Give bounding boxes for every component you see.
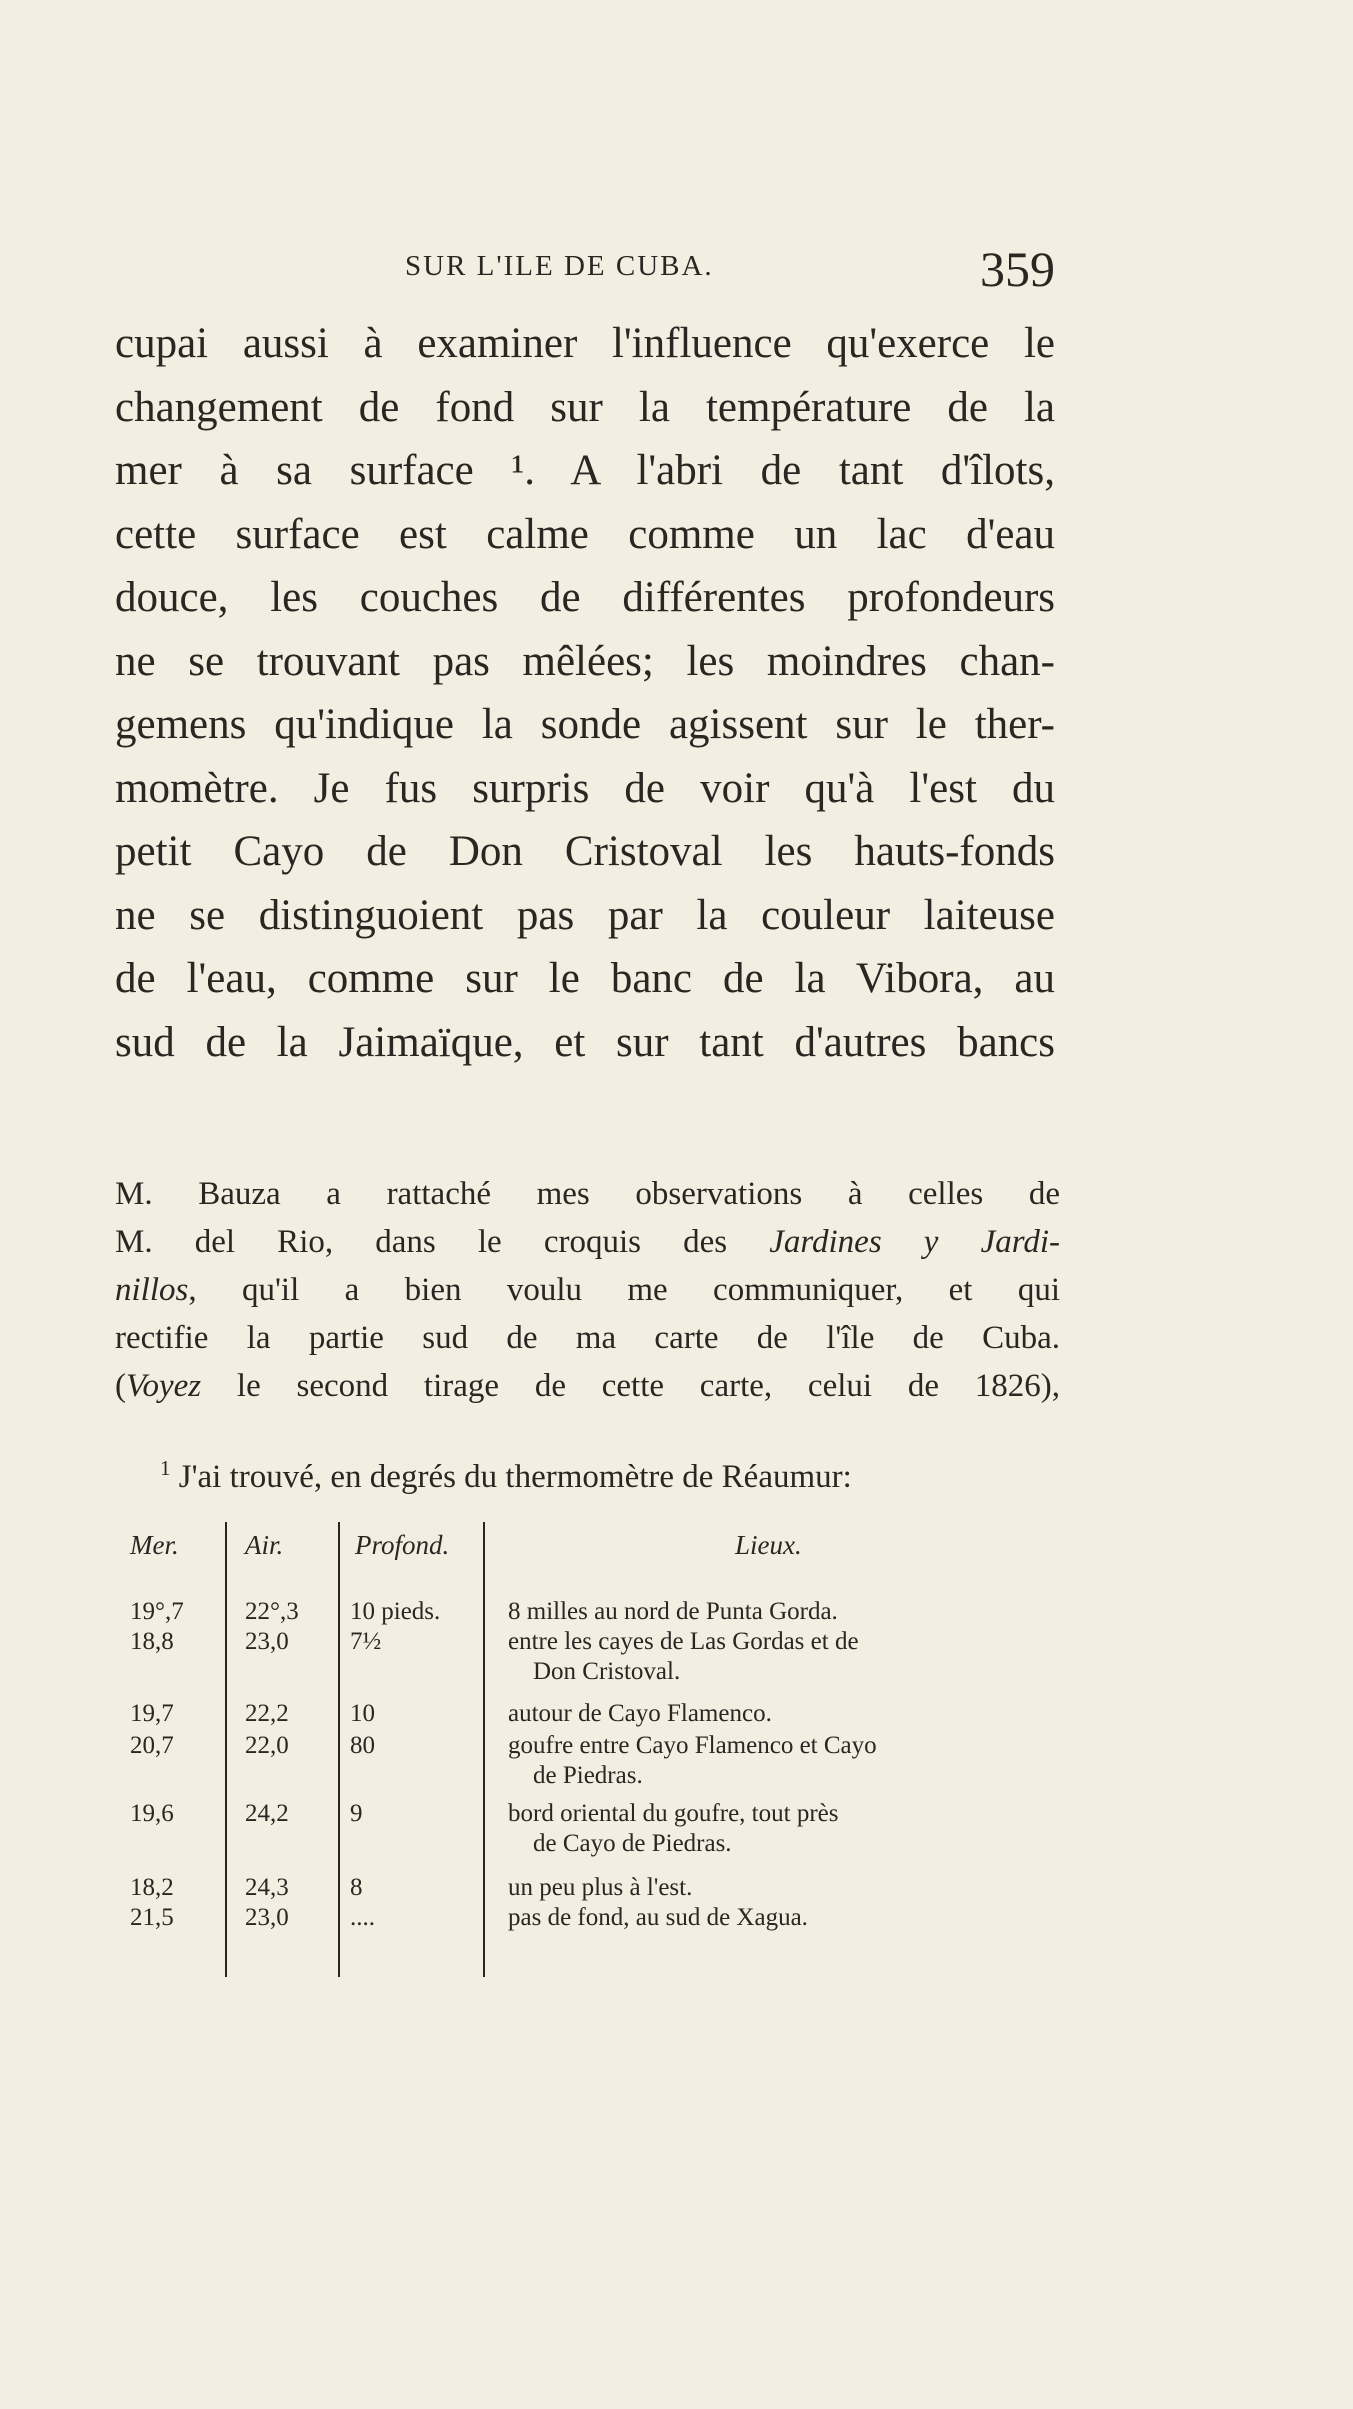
footnote-line: nillos, qu'il a bien voulu me communiquer, et qui (115, 1272, 1060, 1308)
text-line: momètre. Je fus surpris de voir qu'à l'est du (115, 764, 1055, 812)
footnote-continuation (115, 1170, 1060, 1410)
cell-mer: 19°,7 (130, 1598, 184, 1625)
cell-air: 24,2 (245, 1800, 289, 1827)
footnote-intro-text: J'ai trouvé, en degrés du thermomètre de Réaumur: (178, 1459, 852, 1495)
text-line: douce, les couches de différentes profondeurs (115, 574, 1055, 621)
cell-air: 23,0 (245, 1628, 289, 1655)
cell-air: 22,2 (245, 1700, 289, 1727)
cell-lieux: autour de Cayo Flamenco. (508, 1700, 772, 1727)
text-line: mer à sa surface ¹. A l'abri de tant d'îlots, (115, 447, 1055, 494)
table-row (115, 1904, 1065, 1934)
header-profond: Profond. (355, 1530, 450, 1560)
footnote-line: rectifie la partie sud de ma carte de l'île de Cuba. (115, 1320, 1060, 1356)
footnote-intro (160, 1456, 1065, 1496)
cell-mer: 21,5 (130, 1904, 174, 1931)
cell-air: 22°,3 (245, 1598, 299, 1625)
cell-mer: 19,6 (130, 1800, 174, 1827)
text-line: gemens qu'indique la sonde agissent sur le ther- (115, 701, 1055, 748)
cell-air: 24,3 (245, 1874, 289, 1901)
table-row (115, 1874, 1065, 1904)
cell-mer: 18,8 (130, 1628, 174, 1655)
cell-mer: 18,2 (130, 1874, 174, 1901)
footnote-line: M. Bauza a rattaché mes observations à celles de (115, 1176, 1060, 1212)
cell-profond: 7½ (350, 1628, 382, 1655)
cell-lieux-cont: de Piedras. (533, 1762, 643, 1789)
table-row (115, 1628, 1065, 1685)
table-row (115, 1700, 1065, 1730)
main-text (115, 312, 1055, 1074)
table-row (115, 1732, 1065, 1789)
table-row (115, 1598, 1065, 1628)
cell-profond: 80 (350, 1732, 375, 1759)
text-line: sud de la Jaimaïque, et sur tant d'autres bancs (115, 1018, 1055, 1066)
text-line: cette surface est calme comme un lac d'eau (115, 510, 1055, 558)
cell-mer: 20,7 (130, 1732, 174, 1759)
cell-air: 22,0 (245, 1732, 289, 1759)
header-air: Air. (245, 1530, 284, 1560)
table-row (115, 1800, 1065, 1857)
text-line: changement de fond sur la température de la (115, 383, 1055, 431)
cell-mer: 19,7 (130, 1700, 174, 1727)
footnote-line: M. del Rio, dans le croquis des Jardines y Jardi- (115, 1224, 1060, 1260)
cell-lieux: pas de fond, au sud de Xagua. (508, 1904, 808, 1931)
cell-lieux: 8 milles au nord de Punta Gorda. (508, 1598, 838, 1625)
cell-lieux: entre les cayes de Las Gordas et de (508, 1628, 859, 1655)
text-line: petit Cayo de Don Cristoval les hauts-fonds (115, 828, 1055, 875)
cell-lieux-cont: Don Cristoval. (533, 1658, 681, 1685)
text-line: de l'eau, comme sur le banc de la Vibora, au (115, 955, 1055, 1002)
text-line: ne se distinguoient pas par la couleur laiteuse (115, 891, 1055, 939)
cell-lieux-cont: de Cayo de Piedras. (533, 1830, 732, 1857)
cell-profond: .... (350, 1904, 375, 1931)
running-head: SUR L'ILE DE CUBA. (405, 250, 714, 282)
cell-profond: 10 (350, 1700, 375, 1727)
text-line: ne se trouvant pas mêlées; les moindres chan- (115, 637, 1055, 685)
footnote-marker: 1 (160, 1456, 171, 1480)
text-line: cupai aussi à examiner l'influence qu'exerce le (115, 320, 1055, 367)
cell-profond: 9 (350, 1800, 363, 1827)
header-mer: Mer. (130, 1530, 179, 1560)
cell-air: 23,0 (245, 1904, 289, 1931)
cell-lieux: bord oriental du goufre, tout près (508, 1800, 839, 1827)
page-number: 359 (980, 241, 1055, 297)
cell-profond: 10 pieds. (350, 1598, 441, 1625)
temperature-table (115, 1510, 1065, 1980)
cell-lieux: goufre entre Cayo Flamenco et Cayo (508, 1732, 877, 1759)
header-lieux: Lieux. (735, 1530, 802, 1560)
cell-lieux: un peu plus à l'est. (508, 1874, 693, 1901)
footnote-line: (Voyez le second tirage de cette carte, celui de 1826), (115, 1368, 1060, 1404)
page-header (115, 240, 1070, 300)
cell-profond: 8 (350, 1874, 363, 1901)
